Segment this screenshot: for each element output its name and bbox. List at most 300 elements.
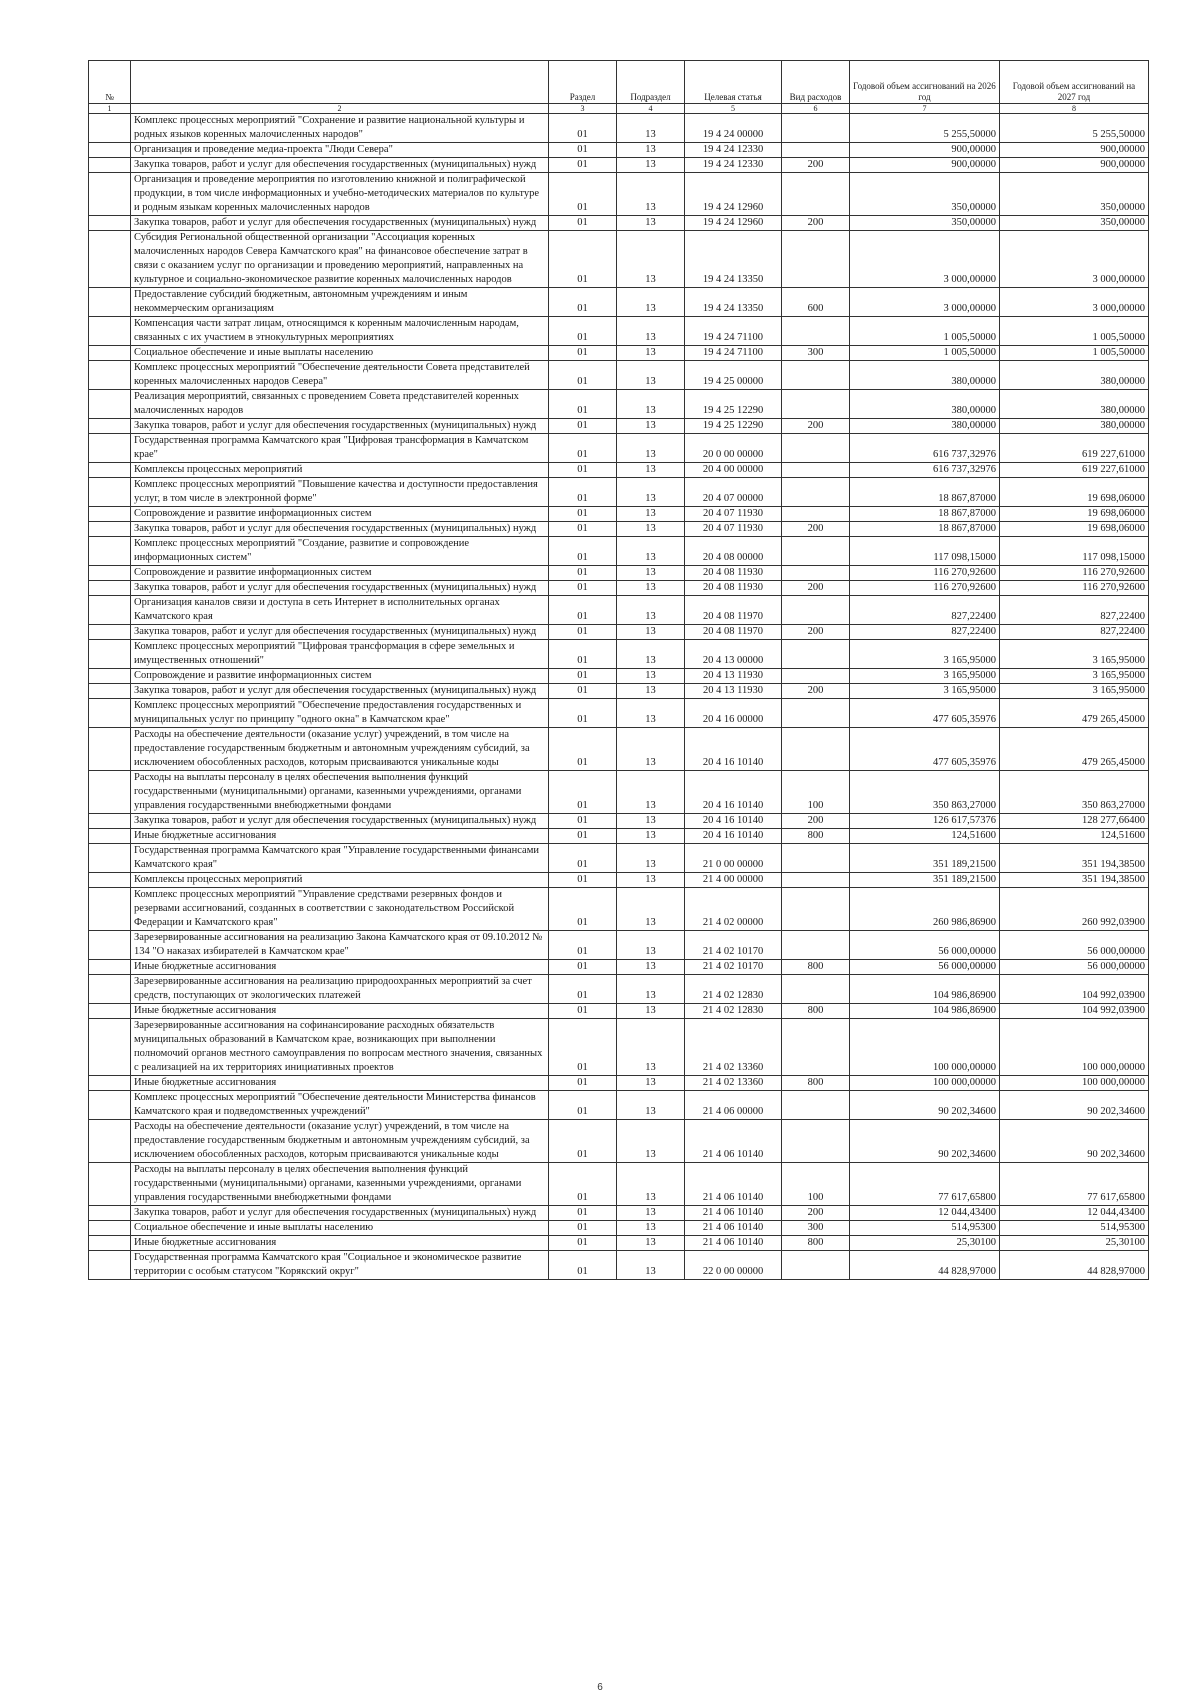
row-amount-2027-cell: 380,00000: [1000, 361, 1149, 390]
row-number-cell: [89, 1206, 131, 1221]
row-amount-2027-cell: 900,00000: [1000, 143, 1149, 158]
row-name-cell: Иные бюджетные ассигнования: [131, 1076, 549, 1091]
column-number: 5: [685, 104, 782, 114]
row-subsection-cell: 13: [617, 844, 685, 873]
table-row: [89, 814, 1149, 829]
row-target-article-cell: 20 4 16 10140: [685, 829, 782, 844]
row-name-cell: Комплекс процессных мероприятий "Обеспечение деятельности Министерства финансов Камчатского края и подведомственных учреждений": [131, 1091, 549, 1120]
row-expense-type-cell: [782, 844, 850, 873]
row-number-cell: [89, 390, 131, 419]
row-amount-2027-cell: 19 698,06000: [1000, 478, 1149, 507]
row-number-cell: [89, 829, 131, 844]
row-subsection-cell: 13: [617, 566, 685, 581]
row-amount-2027-cell: 351 194,38500: [1000, 844, 1149, 873]
row-number-cell: [89, 581, 131, 596]
row-subsection-cell: 13: [617, 478, 685, 507]
table-row: [89, 216, 1149, 231]
row-section-cell: 01: [549, 419, 617, 434]
table-row: [89, 581, 1149, 596]
column-number: 6: [782, 104, 850, 114]
row-expense-type-cell: [782, 463, 850, 478]
row-expense-type-cell: 800: [782, 829, 850, 844]
row-section-cell: 01: [549, 1236, 617, 1251]
row-section-cell: 01: [549, 625, 617, 640]
row-expense-type-cell: [782, 114, 850, 143]
row-expense-type-cell: 300: [782, 346, 850, 361]
header-amount-2026: Годовой объем ассигнований на 2026 год: [850, 61, 1000, 104]
header-row: [89, 61, 1149, 104]
row-number-cell: [89, 478, 131, 507]
row-target-article-cell: 19 4 24 12330: [685, 143, 782, 158]
row-name-cell: Реализация мероприятий, связанных с проведением Совета представителей коренных малочисленных народов: [131, 390, 549, 419]
row-amount-2027-cell: 44 828,97000: [1000, 1251, 1149, 1280]
row-name-cell: Расходы на выплаты персоналу в целях обеспечения выполнения функций государственными (муниципальными) органами, казенными учреждениями, органами управления государственными внебюджетными фондами: [131, 771, 549, 814]
table-row: [89, 1236, 1149, 1251]
row-subsection-cell: 13: [617, 158, 685, 173]
row-subsection-cell: 13: [617, 814, 685, 829]
row-amount-2026-cell: 477 605,35976: [850, 699, 1000, 728]
row-amount-2026-cell: 12 044,43400: [850, 1206, 1000, 1221]
row-subsection-cell: 13: [617, 1019, 685, 1076]
row-section-cell: 01: [549, 888, 617, 931]
row-expense-type-cell: 200: [782, 419, 850, 434]
row-expense-type-cell: 800: [782, 1076, 850, 1091]
row-number-cell: [89, 143, 131, 158]
row-expense-type-cell: [782, 640, 850, 669]
row-number-cell: [89, 844, 131, 873]
row-number-cell: [89, 346, 131, 361]
row-amount-2026-cell: 104 986,86900: [850, 975, 1000, 1004]
row-target-article-cell: 21 4 06 10140: [685, 1163, 782, 1206]
row-subsection-cell: 13: [617, 1076, 685, 1091]
row-subsection-cell: 13: [617, 1120, 685, 1163]
row-number-cell: [89, 288, 131, 317]
table-row: [89, 114, 1149, 143]
row-section-cell: 01: [549, 158, 617, 173]
row-expense-type-cell: 200: [782, 684, 850, 699]
row-amount-2027-cell: 25,30100: [1000, 1236, 1149, 1251]
row-number-cell: [89, 975, 131, 1004]
row-amount-2027-cell: 1 005,50000: [1000, 317, 1149, 346]
row-amount-2027-cell: 900,00000: [1000, 158, 1149, 173]
row-expense-type-cell: [782, 975, 850, 1004]
row-subsection-cell: 13: [617, 699, 685, 728]
row-subsection-cell: 13: [617, 434, 685, 463]
row-amount-2026-cell: 3 165,95000: [850, 640, 1000, 669]
row-subsection-cell: 13: [617, 640, 685, 669]
row-name-cell: Иные бюджетные ассигнования: [131, 960, 549, 975]
row-amount-2027-cell: 350,00000: [1000, 173, 1149, 216]
row-amount-2026-cell: 1 005,50000: [850, 346, 1000, 361]
row-section-cell: 01: [549, 114, 617, 143]
row-name-cell: Комплексы процессных мероприятий: [131, 463, 549, 478]
row-amount-2027-cell: 351 194,38500: [1000, 873, 1149, 888]
table-row: [89, 1091, 1149, 1120]
row-number-cell: [89, 1004, 131, 1019]
row-amount-2026-cell: 350,00000: [850, 216, 1000, 231]
row-target-article-cell: 20 4 08 11970: [685, 596, 782, 625]
row-subsection-cell: 13: [617, 288, 685, 317]
row-name-cell: Закупка товаров, работ и услуг для обеспечения государственных (муниципальных) нужд: [131, 684, 549, 699]
row-expense-type-cell: [782, 1019, 850, 1076]
table-row: [89, 288, 1149, 317]
row-amount-2027-cell: 619 227,61000: [1000, 434, 1149, 463]
row-amount-2027-cell: 56 000,00000: [1000, 960, 1149, 975]
row-expense-type-cell: [782, 931, 850, 960]
row-amount-2026-cell: 116 270,92600: [850, 566, 1000, 581]
row-target-article-cell: 19 4 24 71100: [685, 346, 782, 361]
row-subsection-cell: 13: [617, 888, 685, 931]
row-section-cell: 01: [549, 288, 617, 317]
row-number-cell: [89, 566, 131, 581]
row-target-article-cell: 20 4 07 11930: [685, 522, 782, 537]
row-number-cell: [89, 158, 131, 173]
row-section-cell: 01: [549, 1221, 617, 1236]
row-section-cell: 01: [549, 231, 617, 288]
row-amount-2026-cell: 827,22400: [850, 625, 1000, 640]
row-subsection-cell: 13: [617, 317, 685, 346]
table-row: [89, 625, 1149, 640]
row-expense-type-cell: [782, 317, 850, 346]
header-target-article: Целевая статья: [685, 61, 782, 104]
table-row: [89, 699, 1149, 728]
row-expense-type-cell: 800: [782, 1004, 850, 1019]
row-section-cell: 01: [549, 1206, 617, 1221]
table-row: [89, 346, 1149, 361]
row-amount-2026-cell: 350,00000: [850, 173, 1000, 216]
row-expense-type-cell: [782, 728, 850, 771]
row-amount-2027-cell: 350 863,27000: [1000, 771, 1149, 814]
row-expense-type-cell: 200: [782, 625, 850, 640]
table-row: [89, 317, 1149, 346]
row-name-cell: Комплекс процессных мероприятий "Сохранение и развитие национальной культуры и родных языков коренных малочисленных народов": [131, 114, 549, 143]
row-name-cell: Организация и проведение медиа-проекта "Люди Севера": [131, 143, 549, 158]
table-row: [89, 669, 1149, 684]
row-amount-2027-cell: 619 227,61000: [1000, 463, 1149, 478]
row-name-cell: Расходы на обеспечение деятельности (оказание услуг) учреждений, в том числе на предоставление государственным бюджетным и автономным учреждениям субсидий, за исключением обособленных расходов, которым присваиваются уникальные коды: [131, 728, 549, 771]
row-amount-2026-cell: 477 605,35976: [850, 728, 1000, 771]
row-subsection-cell: 13: [617, 771, 685, 814]
row-section-cell: 01: [549, 507, 617, 522]
table-row: [89, 522, 1149, 537]
row-number-cell: [89, 522, 131, 537]
table-body: [89, 114, 1149, 1280]
table-row: [89, 1076, 1149, 1091]
row-expense-type-cell: [782, 1251, 850, 1280]
row-target-article-cell: 19 4 24 13350: [685, 288, 782, 317]
table-row: [89, 684, 1149, 699]
row-number-cell: [89, 596, 131, 625]
row-amount-2026-cell: 380,00000: [850, 390, 1000, 419]
row-name-cell: Государственная программа Камчатского края "Социальное и экономическое развитие территории с особым статусом "Корякский округ": [131, 1251, 549, 1280]
table-row: [89, 931, 1149, 960]
row-subsection-cell: 13: [617, 596, 685, 625]
row-name-cell: Закупка товаров, работ и услуг для обеспечения государственных (муниципальных) нужд: [131, 814, 549, 829]
row-amount-2026-cell: 44 828,97000: [850, 1251, 1000, 1280]
row-number-cell: [89, 507, 131, 522]
row-name-cell: Комплекс процессных мероприятий "Создание, развитие и сопровождение информационных систем": [131, 537, 549, 566]
row-section-cell: 01: [549, 1120, 617, 1163]
row-amount-2027-cell: 56 000,00000: [1000, 931, 1149, 960]
row-name-cell: Комплекс процессных мероприятий "Обеспечение деятельности Совета представителей коренных малочисленных народов Севера": [131, 361, 549, 390]
row-name-cell: Закупка товаров, работ и услуг для обеспечения государственных (муниципальных) нужд: [131, 216, 549, 231]
row-expense-type-cell: [782, 361, 850, 390]
row-name-cell: Закупка товаров, работ и услуг для обеспечения государственных (муниципальных) нужд: [131, 522, 549, 537]
column-number-row: [89, 104, 1149, 114]
row-target-article-cell: 19 4 24 12330: [685, 158, 782, 173]
row-target-article-cell: 20 4 08 00000: [685, 537, 782, 566]
row-section-cell: 01: [549, 931, 617, 960]
table-row: [89, 771, 1149, 814]
row-number-cell: [89, 173, 131, 216]
header-subsection: Подраздел: [617, 61, 685, 104]
row-expense-type-cell: 200: [782, 158, 850, 173]
row-amount-2026-cell: 18 867,87000: [850, 522, 1000, 537]
row-expense-type-cell: [782, 231, 850, 288]
row-name-cell: Государственная программа Камчатского края "Управление государственными финансами Камчатского края": [131, 844, 549, 873]
row-amount-2026-cell: 18 867,87000: [850, 507, 1000, 522]
row-amount-2026-cell: 380,00000: [850, 419, 1000, 434]
row-amount-2026-cell: 117 098,15000: [850, 537, 1000, 566]
row-amount-2026-cell: 124,51600: [850, 829, 1000, 844]
table-row: [89, 728, 1149, 771]
table-row: [89, 361, 1149, 390]
row-number-cell: [89, 669, 131, 684]
row-subsection-cell: 13: [617, 1091, 685, 1120]
row-amount-2027-cell: 380,00000: [1000, 390, 1149, 419]
row-number-cell: [89, 684, 131, 699]
row-name-cell: Предоставление субсидий бюджетным, автономным учреждениям и иным некоммерческим организациям: [131, 288, 549, 317]
row-section-cell: 01: [549, 566, 617, 581]
row-amount-2026-cell: 380,00000: [850, 361, 1000, 390]
row-section-cell: 01: [549, 478, 617, 507]
row-amount-2027-cell: 117 098,15000: [1000, 537, 1149, 566]
row-number-cell: [89, 1091, 131, 1120]
row-name-cell: Комплекс процессных мероприятий "Управление средствами резервных фондов и резервами ассигнований, созданных в соответствии с законодательством Российской Федерации и Камчатского края": [131, 888, 549, 931]
row-subsection-cell: 13: [617, 419, 685, 434]
row-subsection-cell: 13: [617, 361, 685, 390]
row-target-article-cell: 20 4 07 00000: [685, 478, 782, 507]
page-number: 6: [597, 1682, 603, 1693]
row-expense-type-cell: [782, 699, 850, 728]
row-section-cell: 01: [549, 1091, 617, 1120]
row-section-cell: 01: [549, 390, 617, 419]
row-amount-2027-cell: 827,22400: [1000, 625, 1149, 640]
row-subsection-cell: 13: [617, 216, 685, 231]
table-row: [89, 390, 1149, 419]
table-row: [89, 1206, 1149, 1221]
row-number-cell: [89, 231, 131, 288]
row-section-cell: 01: [549, 537, 617, 566]
row-subsection-cell: 13: [617, 1236, 685, 1251]
row-amount-2026-cell: 100 000,00000: [850, 1019, 1000, 1076]
row-number-cell: [89, 931, 131, 960]
row-number-cell: [89, 640, 131, 669]
row-target-article-cell: 20 4 13 11930: [685, 684, 782, 699]
row-target-article-cell: 20 4 07 11930: [685, 507, 782, 522]
row-expense-type-cell: [782, 434, 850, 463]
row-number-cell: [89, 699, 131, 728]
row-expense-type-cell: [782, 596, 850, 625]
row-section-cell: 01: [549, 975, 617, 1004]
row-expense-type-cell: [782, 143, 850, 158]
row-section-cell: 01: [549, 728, 617, 771]
row-subsection-cell: 13: [617, 931, 685, 960]
row-expense-type-cell: [782, 1091, 850, 1120]
row-target-article-cell: 21 4 00 00000: [685, 873, 782, 888]
row-subsection-cell: 13: [617, 960, 685, 975]
row-expense-type-cell: [782, 173, 850, 216]
row-target-article-cell: 19 4 24 12960: [685, 173, 782, 216]
row-amount-2027-cell: 1 005,50000: [1000, 346, 1149, 361]
row-subsection-cell: 13: [617, 1251, 685, 1280]
row-amount-2027-cell: 128 277,66400: [1000, 814, 1149, 829]
row-amount-2027-cell: 100 000,00000: [1000, 1076, 1149, 1091]
row-name-cell: Комплекс процессных мероприятий "Обеспечение предоставления государственных и муниципальных услуг по принципу "одного окна" в Камчатском крае": [131, 699, 549, 728]
row-section-cell: 01: [549, 1163, 617, 1206]
row-target-article-cell: 21 4 06 10140: [685, 1236, 782, 1251]
row-amount-2027-cell: 124,51600: [1000, 829, 1149, 844]
row-target-article-cell: 21 0 00 00000: [685, 844, 782, 873]
row-section-cell: 01: [549, 361, 617, 390]
row-expense-type-cell: 200: [782, 581, 850, 596]
row-section-cell: 01: [549, 434, 617, 463]
table-row: [89, 829, 1149, 844]
row-amount-2026-cell: 616 737,32976: [850, 434, 1000, 463]
row-amount-2026-cell: 104 986,86900: [850, 1004, 1000, 1019]
table-row: [89, 1004, 1149, 1019]
row-target-article-cell: 21 4 02 12830: [685, 1004, 782, 1019]
row-number-cell: [89, 1163, 131, 1206]
row-amount-2026-cell: 616 737,32976: [850, 463, 1000, 478]
row-amount-2026-cell: 351 189,21500: [850, 873, 1000, 888]
row-target-article-cell: 21 4 06 10140: [685, 1206, 782, 1221]
row-expense-type-cell: [782, 537, 850, 566]
row-number-cell: [89, 960, 131, 975]
row-number-cell: [89, 434, 131, 463]
row-number-cell: [89, 1236, 131, 1251]
row-target-article-cell: 21 4 06 10140: [685, 1221, 782, 1236]
row-expense-type-cell: 600: [782, 288, 850, 317]
row-expense-type-cell: [782, 507, 850, 522]
row-subsection-cell: 13: [617, 625, 685, 640]
row-name-cell: Комплекс процессных мероприятий "Цифровая трансформация в сфере земельных и имущественных отношений": [131, 640, 549, 669]
row-amount-2026-cell: 126 617,57376: [850, 814, 1000, 829]
row-subsection-cell: 13: [617, 231, 685, 288]
row-subsection-cell: 13: [617, 537, 685, 566]
row-amount-2027-cell: 380,00000: [1000, 419, 1149, 434]
header-expense-type: Вид расходов: [782, 61, 850, 104]
row-section-cell: 01: [549, 699, 617, 728]
budget-document: [88, 60, 1148, 1280]
row-subsection-cell: 13: [617, 829, 685, 844]
budget-table: [88, 60, 1149, 1280]
column-number: 1: [89, 104, 131, 114]
row-number-cell: [89, 317, 131, 346]
row-name-cell: Компенсация части затрат лицам, относящимся к коренным малочисленным народам, связанных с их участием в этнокультурных мероприятиях: [131, 317, 549, 346]
row-subsection-cell: 13: [617, 346, 685, 361]
row-number-cell: [89, 114, 131, 143]
row-expense-type-cell: [782, 390, 850, 419]
header-section: Раздел: [549, 61, 617, 104]
row-section-cell: 01: [549, 317, 617, 346]
row-name-cell: Социальное обеспечение и иные выплаты населению: [131, 1221, 549, 1236]
row-target-article-cell: 20 4 16 10140: [685, 728, 782, 771]
table-row: [89, 844, 1149, 873]
row-name-cell: Закупка товаров, работ и услуг для обеспечения государственных (муниципальных) нужд: [131, 1206, 549, 1221]
row-amount-2026-cell: 260 986,86900: [850, 888, 1000, 931]
row-target-article-cell: 20 4 16 10140: [685, 771, 782, 814]
table-row: [89, 231, 1149, 288]
row-target-article-cell: 21 4 06 00000: [685, 1091, 782, 1120]
row-amount-2027-cell: 350,00000: [1000, 216, 1149, 231]
row-amount-2026-cell: 3 165,95000: [850, 684, 1000, 699]
row-section-cell: 01: [549, 640, 617, 669]
row-name-cell: Организация каналов связи и доступа в сеть Интернет в исполнительных органах Камчатского края: [131, 596, 549, 625]
row-section-cell: 01: [549, 581, 617, 596]
header-number: №: [89, 61, 131, 104]
row-amount-2026-cell: 56 000,00000: [850, 960, 1000, 975]
row-section-cell: 01: [549, 1019, 617, 1076]
row-target-article-cell: 21 4 02 13360: [685, 1019, 782, 1076]
row-amount-2026-cell: 18 867,87000: [850, 478, 1000, 507]
row-expense-type-cell: 200: [782, 522, 850, 537]
row-name-cell: Государственная программа Камчатского края "Цифровая трансформация в Камчатском крае": [131, 434, 549, 463]
row-name-cell: Комплекс процессных мероприятий "Повышение качества и доступности предоставления услуг, в том числе в электронной форме": [131, 478, 549, 507]
row-number-cell: [89, 1221, 131, 1236]
row-amount-2026-cell: 100 000,00000: [850, 1076, 1000, 1091]
row-amount-2027-cell: 827,22400: [1000, 596, 1149, 625]
row-target-article-cell: 19 4 25 12290: [685, 419, 782, 434]
row-target-article-cell: 21 4 06 10140: [685, 1120, 782, 1163]
row-target-article-cell: 21 4 02 12830: [685, 975, 782, 1004]
row-section-cell: 01: [549, 1076, 617, 1091]
table-row: [89, 960, 1149, 975]
row-target-article-cell: 19 4 25 00000: [685, 361, 782, 390]
row-number-cell: [89, 463, 131, 478]
row-name-cell: Закупка товаров, работ и услуг для обеспечения государственных (муниципальных) нужд: [131, 158, 549, 173]
row-section-cell: 01: [549, 346, 617, 361]
row-section-cell: 01: [549, 173, 617, 216]
table-row: [89, 434, 1149, 463]
table-row: [89, 158, 1149, 173]
row-amount-2026-cell: 56 000,00000: [850, 931, 1000, 960]
row-expense-type-cell: 200: [782, 1206, 850, 1221]
row-target-article-cell: 20 4 16 10140: [685, 814, 782, 829]
row-target-article-cell: 20 4 13 11930: [685, 669, 782, 684]
row-amount-2026-cell: 90 202,34600: [850, 1091, 1000, 1120]
row-amount-2026-cell: 77 617,65800: [850, 1163, 1000, 1206]
row-number-cell: [89, 728, 131, 771]
row-number-cell: [89, 537, 131, 566]
row-number-cell: [89, 1251, 131, 1280]
row-name-cell: Зарезервированные ассигнования на реализацию Закона Камчатского края от 09.10.2012 № 134 "О наказах избирателей в Камчатском крае": [131, 931, 549, 960]
row-amount-2026-cell: 25,30100: [850, 1236, 1000, 1251]
row-subsection-cell: 13: [617, 143, 685, 158]
row-section-cell: 01: [549, 844, 617, 873]
row-section-cell: 01: [549, 216, 617, 231]
row-expense-type-cell: 100: [782, 1163, 850, 1206]
row-section-cell: 01: [549, 596, 617, 625]
row-number-cell: [89, 888, 131, 931]
row-expense-type-cell: [782, 669, 850, 684]
row-amount-2027-cell: 116 270,92600: [1000, 566, 1149, 581]
row-amount-2026-cell: 3 000,00000: [850, 231, 1000, 288]
row-name-cell: Субсидия Региональной общественной организации "Ассоциация коренных малочисленных народов Севера Камчатского края" на финансовое обеспечение затрат в связи с оказанием услуг по организации и проведению мероприятий, направленных на культурное и социально-экономическое развитие коренных малочисленных народов: [131, 231, 549, 288]
row-subsection-cell: 13: [617, 669, 685, 684]
row-number-cell: [89, 419, 131, 434]
row-amount-2027-cell: 479 265,45000: [1000, 699, 1149, 728]
